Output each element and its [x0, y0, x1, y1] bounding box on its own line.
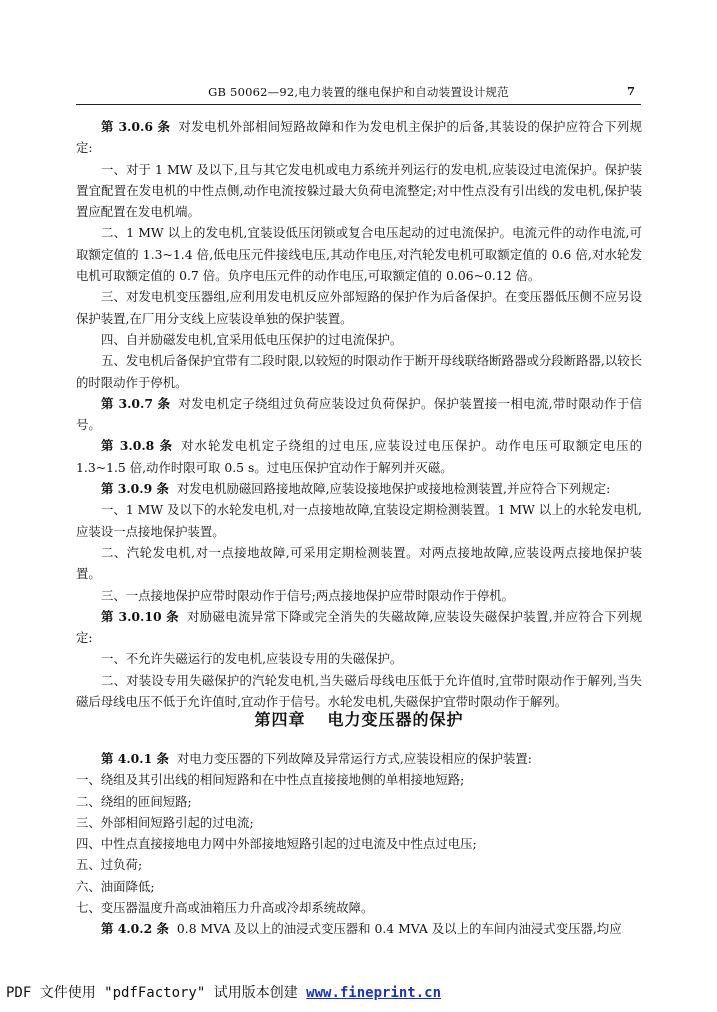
list-item: 四、中性点直接接地电力网中外部接地短路引起的过电流及中性点过电压;: [76, 836, 477, 852]
chapter-number: 第四章: [254, 710, 306, 729]
list-item: 三、外部相间短路引起的过电流;: [76, 814, 254, 830]
list-item: 一、绕组及其引出线的相间短路和在中性点直接接地侧的单相接地短路;: [76, 772, 465, 788]
list-item: 五、过负荷;: [76, 857, 143, 873]
article-3-0-8: [76, 435, 642, 478]
list-item: 四、自并励磁发电机,宜采用低电压保护的过电流保护。: [101, 331, 403, 347]
list-item: 一、对于 1 MW 及以下,且与其它发电机或电力系统并列运行的发电机,应装设过电流保护。保护装置宜配置在发电机的中性点侧,动作电流按躲过最大负荷电流整定;对中性点没有引出线的发电机,保护装置应配置在发电机端。: [76, 161, 642, 220]
list-item: 三、对发电机变压器组,应利用发电机反应外部短路的保护作为后备保护。在变压器低压侧不应另设保护装置,在厂用分支线上应装设单独的保护装置。: [76, 289, 642, 326]
list-item: 一、不允许失磁运行的发电机,应装设专用的失磁保护。: [101, 651, 403, 667]
article-3-0-9: [76, 478, 642, 499]
article-text: 对发电机励磁回路接地故障,应装设接地保护或接地检测装置,并应符合下列规定:: [176, 481, 611, 497]
chapter-heading: [76, 707, 642, 730]
article-3-0-10: [76, 606, 642, 649]
article-4-0-2: [76, 918, 642, 939]
list-item: 三、一点接地保护应带时限动作于信号;两点接地保护应带时限动作于停机。: [101, 587, 515, 603]
article-number: 第 3.0.9 条: [101, 481, 169, 497]
article-number: 第 4.0.1 条: [101, 751, 169, 766]
running-header: [76, 84, 641, 105]
article-number: 第 3.0.10 条: [101, 608, 180, 624]
article-text: 对水轮发电机定子绕组的过电压,应装设过电压保护。动作电压可取额定电压的 1.3~1.5 倍,动作时限可取 0.5 s。过电压保护宜动作于解列并灭磁。: [76, 438, 642, 475]
article-3-0-7: [76, 393, 642, 436]
article-text: 对电力变压器的下列故障及异常运行方式,应装设相应的保护装置:: [176, 751, 532, 766]
article-text: 对发电机定子绕组过负荷应装设过负荷保护。保护装置接一相电流,带时限动作于信号。: [76, 395, 642, 433]
list-item: 六、油面降低;: [76, 878, 155, 894]
article-number: 第 4.0.2 条: [101, 921, 169, 937]
list-item: 二、对装设专用失磁保护的汽轮发电机,当失磁后母线电压低于允许值时,宜带时限动作于解列,当失磁后母线电压不低于允许值时,宜动作于信号。水轮发电机,失磁保护宜带时限动作于解列。: [76, 672, 642, 710]
article-text: 对励磁电流异常下降或完全消失的失磁故障,应装设失磁保护装置,并应符合下列规定:: [76, 608, 642, 646]
page-number: 7: [626, 84, 635, 98]
article-number: 第 3.0.7 条: [101, 395, 171, 411]
article-text: 0.8 MVA 及以上的油浸式变压器和 0.4 MVA 及以上的车间内油浸式变压器,均应: [176, 921, 622, 937]
chapter3-body: [76, 116, 642, 712]
list-item: 一、1 MW 及以下的水轮发电机,对一点接地故障,宜装设定期检测装置。1 MW 以上的水轮发电机,应装设一点接地保护装置。: [76, 502, 642, 539]
list-item: 五、发电机后备保护宜带有二段时限,以较短的时限动作于断开母线联络断路器或分段断路器,以较长的时限动作于停机。: [76, 353, 642, 390]
article-text: 对发电机外部相间短路故障和作为发电机主保护的后备,其装设的保护应符合下列规定:: [76, 119, 642, 156]
article-number: 第 3.0.8 条: [101, 438, 174, 454]
list-item: 二、1 MW 以上的发电机,宜装设低压闭锁或复合电压起动的过电流保护。电流元件的动作电流,可取额定值的 1.3~1.4 倍,低电压元件接线电压,其动作电压,对汽轮发电机可取额定值的 0.6 倍,对水轮发电机可取额定值的 0.7 倍。负序电压元件的动作电压,可取额定值的 0.06~0.12 倍。: [76, 225, 642, 284]
list-item: 二、绕组的匝间短路;: [76, 793, 192, 809]
article-3-0-6: [76, 116, 642, 159]
article-number: 第 3.0.6 条: [101, 119, 171, 134]
list-item: 七、变压器温度升高或油箱压力升高或冷却系统故障。: [76, 900, 374, 916]
header-title: GB 50062—92,电力装置的继电保护和自动装置设计规范: [208, 85, 509, 99]
list-item: 二、汽轮发电机,对一点接地故障,可采用定期检测装置。对两点接地故障,应装设两点接地保护装置。: [76, 544, 642, 582]
footer-text: PDF 文件使用 "pdfFactory" 试用版本创建: [6, 985, 307, 1001]
footer-link[interactable]: www.fineprint.cn: [306, 985, 442, 1001]
pdf-footer: [6, 982, 441, 1002]
chapter-title: 电力变压器的保护: [327, 710, 464, 729]
article-4-0-1: [76, 748, 642, 769]
chapter4-body: [76, 748, 642, 940]
